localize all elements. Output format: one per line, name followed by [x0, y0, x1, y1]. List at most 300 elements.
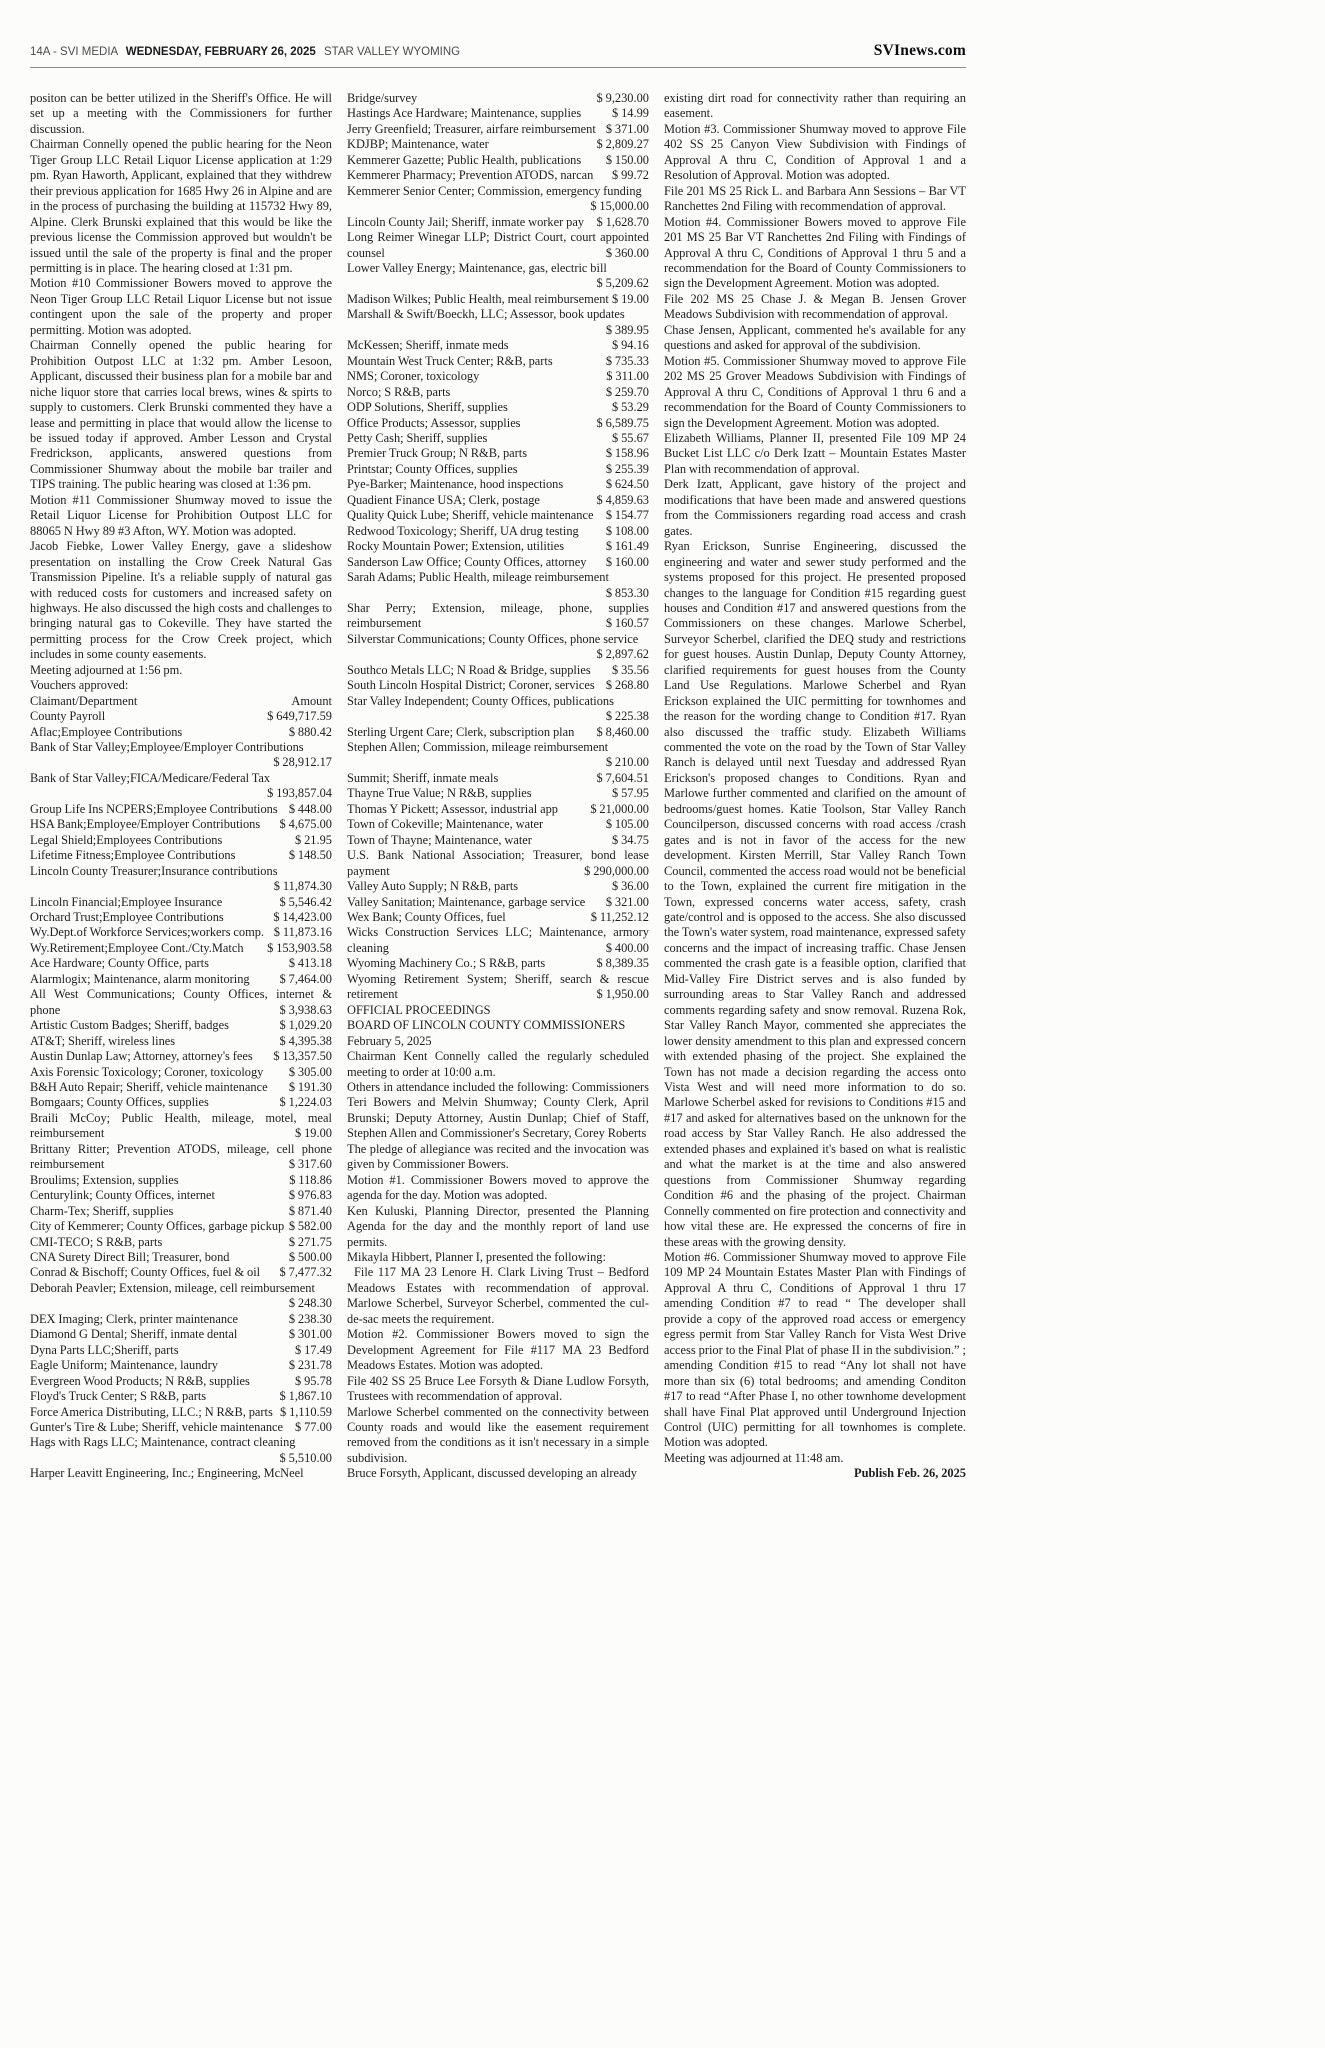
block-text: File 117 MA 23 Lenore H. Clark Living Trust – Bedford Meadows Estates with recommendation of approval. Marlowe Scherbel, Surveyor Scherbel, commented the cul-de-sac meets the requirement. [347, 1265, 649, 1326]
voucher-amount: $ 2,897.62 [596, 647, 649, 662]
block-text: NMS; Coroner, toxicology [347, 369, 480, 384]
text-block [347, 122, 649, 137]
voucher-amount: $ 99.72 [612, 168, 649, 183]
voucher-amount: $ 1,110.59 [280, 1404, 332, 1419]
block-text: B&H Auto Repair; Sheriff, vehicle maintenance [30, 1080, 268, 1094]
text-block [347, 555, 649, 570]
block-text: Motion #4. Commissioner Bowers moved to approve File 201 MS 25 Bar VT Ranchettes 2nd Filing with Findings of Approval A thru C, Conditions of Approval 1 thru 5 and a recommendation for the Board of County Commissioners to sign the Development Agreement. Motion was adopted. [664, 214, 966, 291]
text-block [347, 570, 649, 601]
text-block [30, 1343, 332, 1358]
voucher-amount: $ 6,589.75 [596, 415, 649, 430]
voucher-amount: $ 21.95 [295, 832, 332, 847]
text-block [30, 1389, 332, 1404]
block-text: OFFICIAL PROCEEDINGS [347, 1002, 491, 1017]
text-block [347, 369, 649, 384]
block-text: Motion #6. Commissioner Shumway moved to approve File 109 MP 24 Mountain Estates Master Plan with Findings of Approval A thru C, Conditions of Approval 1 thru 17 amending Condition #7 to read “ The developer shall provide a copy of the approved road access or emergency egress permit from Star Valley Ranch for Vista West Drive access prior to the Final Plat of phase II in the subdivision.” ; amending Condition #15 to read “Any lot shall not have more than six (6) total bedrooms; and amending Conditon #17 to read “After Phase I, no other townhome development shall have Final Plat approved until Underground Injection Control (UIC) permitting for all townhomes is complete. Motion was adopted. [664, 1249, 966, 1450]
voucher-amount: $ 158.96 [605, 446, 649, 461]
voucher-amount: $ 311.00 [606, 369, 649, 384]
block-text: Madison Wilkes; Public Health, meal reimbursement [347, 291, 609, 306]
block-text: Gunter's Tire & Lube; Sheriff, vehicle maintenance [30, 1419, 284, 1434]
voucher-amount: $ 1,867.10 [279, 1389, 332, 1404]
text-block [347, 1080, 649, 1142]
voucher-amount: $ 413.18 [288, 956, 332, 971]
block-text: Aflac;Employee Contributions [30, 724, 183, 739]
text-block [347, 802, 649, 817]
voucher-amount: $ 161.49 [605, 539, 649, 554]
text-block [347, 848, 649, 879]
voucher-amount: $ 108.00 [605, 523, 649, 538]
text-block [664, 1250, 966, 1451]
voucher-amount: $ 225.38 [605, 709, 649, 724]
voucher-amount: $ 13,357.50 [273, 1049, 332, 1064]
block-text: Southco Metals LLC; N Road & Bridge, supplies [347, 662, 591, 677]
block-text: Lincoln County Treasurer;Insurance contributions [30, 863, 278, 878]
voucher-amount: $ 238.30 [288, 1311, 332, 1326]
masthead [30, 42, 966, 68]
block-text: Group Life Ins NCPERS;Employee Contributions [30, 801, 278, 816]
text-block [347, 1034, 649, 1049]
voucher-amount: $ 4,859.63 [596, 492, 649, 507]
voucher-amount: $ 160.57 [605, 616, 649, 631]
block-text: Kemmerer Pharmacy; Prevention ATODS, narcan [347, 168, 594, 183]
block-text: Orchard Trust;Employee Contributions [30, 910, 224, 925]
block-text: Long Reimer Winegar LLP; District Court, court appointed counsel [347, 230, 649, 260]
text-block [347, 354, 649, 369]
block-text: City of Kemmerer; County Offices, garbage pickup [30, 1219, 285, 1234]
text-block [347, 895, 649, 910]
text-block [347, 1003, 649, 1018]
voucher-amount: $ 500.00 [288, 1249, 332, 1264]
text-block [30, 848, 332, 863]
voucher-amount: $ 871.40 [288, 1203, 332, 1218]
voucher-amount: $ 389.95 [605, 322, 649, 337]
block-text: Bridge/survey [347, 91, 418, 105]
block-text: Motion #3. Commissioner Shumway moved to approve File 402 SS 25 Canyon View Subdivision with Findings of Approval A thru C, Condition of Approval 1 and a Resolution of Approval. Motion was adopted. [664, 121, 966, 183]
text-block [30, 539, 332, 663]
block-text: Evergreen Wood Products; N R&B, supplies [30, 1373, 250, 1388]
block-text: Meeting adjourned at 1:56 pm. [30, 662, 183, 677]
block-text: U.S. Bank National Association; Treasurer, bond lease payment [347, 848, 649, 878]
voucher-amount: $ 55.67 [612, 430, 649, 445]
block-text: ODP Solutions, Sheriff, supplies [347, 400, 508, 415]
printed-area [30, 0, 966, 1482]
voucher-amount: $ 11,252.12 [590, 910, 649, 925]
text-block [30, 1374, 332, 1389]
block-text: Marshall & Swift/Boeckh, LLC; Assessor, book updates [347, 307, 625, 322]
voucher-amount: $ 255.39 [605, 461, 649, 476]
block-text: Ken Kuluski, Planning Director, presented the Planning Agenda for the day and the monthly report of land use permits. [347, 1203, 649, 1249]
text-block [30, 1405, 332, 1420]
voucher-amount: $ 7,604.51 [596, 770, 649, 785]
text-block [347, 1049, 649, 1080]
voucher-amount: $ 400.00 [605, 940, 649, 955]
text-block [30, 91, 332, 137]
text-block [347, 477, 649, 492]
block-text: CMI-TECO; S R&B, parts [30, 1234, 163, 1249]
text-block [30, 740, 332, 771]
voucher-amount: $ 17.49 [295, 1342, 332, 1357]
block-text: Harper Leavitt Engineering, Inc.; Engineering, McNeel [30, 1466, 304, 1481]
voucher-amount: $ 1,628.70 [596, 214, 649, 229]
block-text: County Payroll [30, 709, 106, 724]
text-block [664, 91, 966, 122]
issue-date-label: WEDNESDAY, FEBRUARY 26, 2025 [125, 46, 316, 58]
block-text: Ryan Erickson, Sunrise Engineering, discussed the engineering and water and sewer study performed and the systems proposed for this project. He presented proposed changes to the language for Condition #15 regarding guest houses and Condition #17 and answered questions from the Commissioners on these changes. Marlowe Scherbel, Surveyor Scherbel, clarified the DEQ study and restrictions for guest houses. Austin Dunlap, Deputy County Attorney, clarified requirements for guest houses from the County Land Use Regulations. Marlowe Scherbel and Ryan Erickson explained the UIC permitting for townhomes and the reason for the wording change to Condition #17. Ryan also discussed the traffic study. Elizabeth Williams commented the vote on the road by the Town of Star Valley Ranch is delayed until next Tuesday and addressed Ryan Erickson's proposed changes to Conditions. Ryan and Marlowe further commented and clarified on the amount of bedrooms/guest homes. Katie Toolson, Star Valley Ranch Councilperson, discussed concerns with road access /crash gates and is not in favor of the access for the new development. Kirsten Merrill, Star Valley Ranch Town Council, commented the access road would not be beneficial to the Town, explained the current fire mitigation in the Town, expressed concerns water access, safety, crash gate/control and is opposed to the access. She also discussed the Town's water system, road maintenance, expressed safety concerns and the impact of increasing traffic. Chase Jensen commented the crash gate is a feasible option, clarified that Mid-Valley Fire District serves and is also funded by surrounding areas to Star Valley Ranch and addressed comments regarding safety and snow removal. Ruzena Rok, Star Valley Ranch Mayor, commented she appreciates the lower density amendment to this plan and expressed concern with extended phasing of the project. She explained the Town has not made a decision regarding the access onto Vista West and will need more information to do so. Marlowe Scherbel asked for revisions to Conditions #15 and #17 and asked for alternatives based on the unknown for the road access by Star Valley Ranch. He also addressed the extended phases and explained it's based on what is realistic and what the market is at the time and also answered questions from Commissioner Shumway regarding Condition #6 and the phasing of the project. Chairman Connelly commented on fire protection and connectivity and how vital these are. He expressed the concerns of fire in these areas with the growing density. [664, 539, 966, 1249]
voucher-amount: $ 4,675.00 [279, 817, 332, 832]
voucher-amount: $ 160.00 [605, 554, 649, 569]
block-text: Wicks Construction Services LLC; Maintenance, armory cleaning [347, 925, 649, 955]
text-block [30, 817, 332, 832]
voucher-amount: $ 35.56 [612, 662, 649, 677]
block-text: Dyna Parts LLC;Sheriff, parts [30, 1342, 179, 1357]
voucher-amount: $ 305.00 [288, 1064, 332, 1079]
block-text: All West Communications; County Offices, internet & phone [30, 987, 332, 1017]
text-block [347, 539, 649, 554]
text-block [30, 1219, 332, 1234]
text-block [347, 1173, 649, 1204]
column-2 [347, 91, 649, 1482]
text-block [30, 1049, 332, 1064]
text-block [347, 740, 649, 771]
text-block [30, 864, 332, 895]
voucher-amount: $ 231.78 [288, 1358, 332, 1373]
voucher-amount: $ 53.29 [612, 400, 649, 415]
block-text: Bruce Forsyth, Applicant, discussed developing an already [347, 1466, 637, 1481]
block-text: Town of Cokeville; Maintenance, water [347, 817, 544, 832]
text-block [30, 1111, 332, 1142]
block-text: Quadient Finance USA; Clerk, postage [347, 492, 540, 507]
text-block [30, 1327, 332, 1342]
block-text: Motion #11 Commissioner Shumway moved to issue the Retail Liquor License for Prohibition Outpost LLC for 88065 N Hwy 89 #3 Afton, WY. Motion was adopted. [30, 492, 332, 538]
text-block [347, 678, 649, 693]
voucher-amount: $ 1,029.20 [279, 1018, 332, 1033]
block-text: Valley Sanitation; Maintenance, garbage service [347, 894, 586, 909]
voucher-amount: $ 259.70 [605, 384, 649, 399]
block-text: February 5, 2025 [347, 1033, 432, 1048]
block-text: Deborah Peavler; Extension, mileage, cell reimbursement [30, 1280, 315, 1295]
text-block [30, 1358, 332, 1373]
block-text: Lifetime Fitness;Employee Contributions [30, 848, 236, 863]
voucher-amount: $ 191.30 [288, 1080, 332, 1094]
text-block [30, 1420, 332, 1435]
voucher-amount: $ 57.95 [612, 786, 649, 801]
block-text: BOARD OF LINCOLN COUNTY COMMISSIONERS [347, 1018, 626, 1033]
block-text: HSA Bank;Employee/Employer Contributions [30, 817, 261, 832]
text-block [347, 1142, 649, 1173]
block-text: Quality Quick Lube; Sheriff, vehicle maintenance [347, 508, 594, 523]
voucher-amount: $ 193,857.04 [267, 786, 332, 801]
text-block [347, 601, 649, 632]
text-block [30, 1034, 332, 1049]
text-block [30, 1142, 332, 1173]
text-block [30, 972, 332, 987]
block-text: Bomgaars; County Offices, supplies [30, 1095, 209, 1110]
voucher-amount: $ 4,395.38 [279, 1033, 332, 1048]
text-block [30, 1095, 332, 1110]
block-text: Others in attendance included the following: Commissioners Teri Bowers and Melvin Shumway; County Clerk, April Brunski; Deputy Attorney, Austin Dunlap; Chief of Staff, Stephen Allen and Commissioner's Secretary, Corey Roberts [347, 1080, 649, 1141]
block-text: Chase Jensen, Applicant, commented he's available for any questions and asked for approval of the subdivision. [664, 322, 966, 353]
voucher-amount: $ 321.00 [605, 894, 649, 909]
block-text: Wy.Retirement;Employee Cont./Cty.Match [30, 940, 244, 955]
text-block [30, 895, 332, 910]
text-block [347, 338, 649, 353]
voucher-amount: $ 19.00 [612, 291, 649, 306]
block-text: Chairman Connelly opened the public hearing for Prohibition Outpost LLC at 1:32 pm. Amber Lesoon, Applicant, discussed their business plan for a mobile bar and niche liquor store that carries local brews, wines & spirts to supply to customers. Clerk Brunski commented they have a lease and permitting in place that would allow the license to be issued today if approved. Amber Lesson and Crystal Fredrickson, applicants, answered questions from Commissioner Shumway about the mobile bar trailer and TIPS training. The public hearing was closed at 1:36 pm. [30, 338, 332, 492]
voucher-amount: $ 448.00 [288, 801, 332, 816]
voucher-amount: $ 853.30 [605, 585, 649, 600]
block-text: Motion #10 Commissioner Bowers moved to approve the Neon Tiger Group LLC Retail Liquor License but not issue contingent upon the sale of the property and proper permitting. Motion was adopted. [30, 276, 332, 337]
block-text: Publish Feb. 26, 2025 [854, 1466, 966, 1481]
voucher-amount: $ 5,546.42 [279, 894, 332, 909]
text-block [30, 1435, 332, 1466]
text-block [347, 307, 649, 338]
voucher-amount: $ 105.00 [605, 817, 649, 832]
block-text: Sanderson Law Office; County Offices, attorney [347, 554, 587, 569]
text-block [664, 477, 966, 539]
block-text: Valley Auto Supply; N R&B, parts [347, 879, 519, 894]
text-block [347, 462, 649, 477]
voucher-amount: $ 268.80 [605, 678, 649, 693]
column-1 [30, 91, 332, 1482]
region-label: STAR VALLEY WYOMING [324, 46, 461, 58]
text-block [347, 385, 649, 400]
block-text: Wex Bank; County Offices, fuel [347, 910, 506, 925]
text-block [30, 833, 332, 848]
block-text: South Lincoln Hospital District; Coroner, services [347, 678, 595, 693]
block-text: Petty Cash; Sheriff, supplies [347, 430, 488, 445]
block-text: Printstar; County Offices, supplies [347, 461, 518, 476]
block-text: Lower Valley Energy; Maintenance, gas, electric bill [347, 260, 607, 275]
voucher-amount: $ 582.00 [288, 1219, 332, 1234]
block-text: Meeting was adjourned at 11:48 am. [664, 1450, 844, 1465]
block-text: Pye-Barker; Maintenance, hood inspections [347, 477, 564, 492]
voucher-amount: $ 210.00 [605, 755, 649, 770]
text-block [347, 1018, 649, 1033]
voucher-amount: $ 21,000.00 [590, 801, 649, 816]
text-block [30, 663, 332, 678]
block-text: Hastings Ace Hardware; Maintenance, supplies [347, 106, 582, 121]
text-block [30, 725, 332, 740]
block-text: Jerry Greenfield; Treasurer, airfare reimbursement [347, 121, 596, 136]
text-block [347, 817, 649, 832]
text-block [347, 215, 649, 230]
block-text: existing dirt road for connectivity rather than requiring an easement. [664, 91, 966, 121]
text-block [347, 168, 649, 183]
text-block [347, 446, 649, 461]
text-block [347, 431, 649, 446]
text-block [347, 956, 649, 971]
block-text: Kemmerer Senior Center; Commission, emergency funding [347, 183, 642, 198]
voucher-amount: $ 317.60 [288, 1157, 332, 1172]
voucher-amount: $ 3,938.63 [279, 1002, 332, 1017]
text-block [30, 338, 332, 493]
voucher-amount: $ 118.86 [289, 1172, 332, 1187]
text-block [347, 771, 649, 786]
text-block [30, 709, 332, 724]
block-text: Marlowe Scherbel commented on the connectivity between County roads and would like the easement requirement removed from the conditions as it isn't necessary in a simple subdivision. [347, 1404, 649, 1465]
text-block [347, 184, 649, 215]
text-block [30, 276, 332, 338]
text-block [30, 956, 332, 971]
article-columns [30, 91, 966, 1482]
text-block [347, 1374, 649, 1405]
voucher-amount: Amount [291, 693, 332, 708]
block-text: AT&T; Sheriff, wireless lines [30, 1033, 176, 1048]
block-text: Diamond G Dental; Sheriff, inmate dental [30, 1327, 238, 1342]
block-text: Elizabeth Williams, Planner II, presented File 109 MP 24 Bucket List LLC c/o Derk Izatt – Mountain Estates Master Plan with recommendation of approval. [664, 430, 966, 476]
block-text: Motion #2. Commissioner Bowers moved to sign the Development Agreement for File #117 MA 23 Bedford Meadows Estates. Motion was adopted. [347, 1327, 649, 1373]
block-text: Brittany Ritter; Prevention ATODS, mileage, cell phone reimbursement [30, 1141, 332, 1172]
voucher-amount: $ 7,477.32 [279, 1265, 332, 1280]
text-block [347, 925, 649, 956]
column-3 [664, 91, 966, 1482]
block-text: Norco; S R&B, parts [347, 384, 451, 399]
text-block [347, 153, 649, 168]
text-block [30, 1018, 332, 1033]
voucher-amount: $ 8,460.00 [596, 724, 649, 739]
block-text: Conrad & Bischoff; County Offices, fuel & oil [30, 1265, 261, 1280]
block-text: Chairman Kent Connelly called the regularly scheduled meeting to order at 10:00 a.m. [347, 1049, 649, 1079]
block-text: Broulims; Extension, supplies [30, 1172, 179, 1187]
text-block [347, 910, 649, 925]
text-block [347, 972, 649, 1003]
voucher-amount: $ 976.83 [288, 1188, 332, 1203]
text-block [347, 632, 649, 663]
voucher-amount: $ 14.99 [612, 106, 649, 121]
voucher-amount: $ 28,912.17 [273, 755, 332, 770]
block-text: Lincoln Financial;Employee Insurance [30, 894, 223, 909]
text-block [347, 1250, 649, 1265]
text-block [30, 1466, 332, 1481]
block-text: Claimant/Department [30, 693, 138, 708]
block-text: File 202 MS 25 Chase J. & Megan B. Jensen Grover Meadows Subdivision with recommendation of approval. [664, 291, 966, 322]
voucher-amount: $ 95.78 [295, 1373, 332, 1388]
text-block [664, 184, 966, 215]
voucher-amount: $ 9,230.00 [596, 91, 649, 105]
voucher-amount: $ 150.00 [605, 152, 649, 167]
voucher-amount: $ 7,464.00 [279, 971, 332, 986]
voucher-amount: $ 5,510.00 [279, 1450, 332, 1465]
text-block [347, 1466, 649, 1481]
text-block [347, 416, 649, 431]
voucher-amount: $ 77.00 [295, 1419, 332, 1434]
voucher-amount: $ 649,717.59 [267, 709, 332, 724]
voucher-amount: $ 248.30 [288, 1296, 332, 1311]
site-name-label: SVInews.com [873, 42, 966, 59]
block-text: Centurylink; County Offices, internet [30, 1188, 215, 1203]
text-block [347, 1265, 649, 1327]
masthead-left [30, 46, 460, 58]
block-text: Thomas Y Pickett; Assessor, industrial app [347, 801, 558, 816]
voucher-amount: $ 360.00 [605, 245, 649, 260]
text-block [347, 833, 649, 848]
text-block [347, 493, 649, 508]
voucher-amount: $ 11,874.30 [273, 879, 332, 894]
voucher-amount: $ 290,000.00 [584, 863, 649, 878]
voucher-amount: $ 371.00 [605, 121, 649, 136]
block-text: The pledge of allegiance was recited and the invocation was given by Commissioner Bowers. [347, 1141, 649, 1172]
text-block [347, 261, 649, 292]
text-block [30, 1265, 332, 1280]
block-text: Alarmlogix; Maintenance, alarm monitoring [30, 971, 250, 986]
block-text: Premier Truck Group; N R&B, parts [347, 446, 528, 461]
block-text: Mountain West Truck Center; R&B, parts [347, 353, 553, 368]
block-text: Redwood Toxicology; Sheriff, UA drug testing [347, 523, 579, 538]
block-text: McKessen; Sheriff, inmate meds [347, 338, 509, 353]
voucher-amount: $ 2,809.27 [596, 137, 649, 152]
block-text: Braili McCoy; Public Health, mileage, motel, meal reimbursement [30, 1110, 332, 1141]
text-block [30, 925, 332, 940]
block-text: Bank of Star Valley;FICA/Medicare/Federal Tax [30, 770, 271, 785]
block-text: Sarah Adams; Public Health, mileage reimbursement [347, 570, 609, 585]
text-block [347, 1405, 649, 1467]
text-block [347, 508, 649, 523]
block-text: Axis Forensic Toxicology; Coroner, toxicology [30, 1064, 264, 1079]
voucher-amount: $ 19.00 [295, 1126, 332, 1141]
block-text: Force America Distributing, LLC.; N R&B, parts [30, 1404, 273, 1419]
voucher-amount: $ 624.50 [605, 477, 649, 492]
block-text: Mikayla Hibbert, Planner I, presented the following: [347, 1249, 606, 1264]
text-block [30, 1065, 332, 1080]
block-text: Shar Perry; Extension, mileage, phone, supplies reimbursement [347, 600, 649, 631]
block-text: Ace Hardware; County Office, parts [30, 956, 209, 971]
block-text: Motion #1. Commissioner Bowers moved to approve the agenda for the day. Motion was adopted. [347, 1172, 649, 1203]
block-text: Austin Dunlap Law; Attorney, attorney's fees [30, 1049, 253, 1064]
text-block [347, 292, 649, 307]
text-block [347, 91, 649, 106]
block-text: Hags with Rags LLC; Maintenance, contract cleaning [30, 1435, 296, 1450]
voucher-amount: $ 11,873.16 [273, 925, 332, 940]
voucher-amount: $ 8,389.35 [596, 956, 649, 971]
block-text: Rocky Mountain Power; Extension, utilities [347, 539, 565, 554]
page-edition-label: 14A - SVI MEDIA [30, 46, 118, 58]
block-text: Summit; Sheriff, inmate meals [347, 770, 499, 785]
text-block [30, 137, 332, 276]
block-text: Town of Thayne; Maintenance, water [347, 832, 532, 847]
voucher-amount: $ 36.00 [612, 879, 649, 894]
block-text: Lincoln County Jail; Sheriff, inmate worker pay [347, 214, 585, 229]
voucher-amount: $ 1,950.00 [596, 987, 649, 1002]
voucher-amount: $ 301.00 [288, 1327, 332, 1342]
text-block [347, 230, 649, 261]
text-block [664, 292, 966, 323]
block-text: Legal Shield;Employees Contributions [30, 832, 223, 847]
text-block [664, 323, 966, 354]
text-block [30, 1250, 332, 1265]
block-text: Sterling Urgent Care; Clerk, subscription plan [347, 724, 575, 739]
block-text: Vouchers approved: [30, 678, 129, 693]
text-block [347, 524, 649, 539]
text-block [347, 1327, 649, 1373]
text-block [664, 122, 966, 184]
block-text: Silverstar Communications; County Offices, phone service [347, 631, 639, 646]
block-text: Kemmerer Gazette; Public Health, publications [347, 152, 582, 167]
block-text: File 201 MS 25 Rick L. and Barbara Ann Sessions – Bar VT Ranchettes 2nd Filing with recommendation of approval. [664, 183, 966, 214]
block-text: Wyoming Machinery Co.; S R&B, parts [347, 956, 546, 971]
block-text: Derk Izatt, Applicant, gave history of the project and modifications that have been made and answered questions from the Commissioners regarding road access and crash gates. [664, 477, 966, 538]
block-text: Office Products; Assessor, supplies [347, 415, 521, 430]
text-block [30, 1080, 332, 1095]
voucher-amount: $ 735.33 [605, 353, 649, 368]
text-block [30, 678, 332, 693]
voucher-amount: $ 148.50 [288, 848, 332, 863]
text-block [347, 400, 649, 415]
voucher-amount: $ 1,224.03 [279, 1095, 332, 1110]
text-block [347, 786, 649, 801]
block-text: Star Valley Independent; County Offices, publications [347, 693, 614, 708]
voucher-amount: $ 15,000.00 [590, 199, 649, 214]
block-text: Bank of Star Valley;Employee/Employer Contributions [30, 740, 304, 755]
